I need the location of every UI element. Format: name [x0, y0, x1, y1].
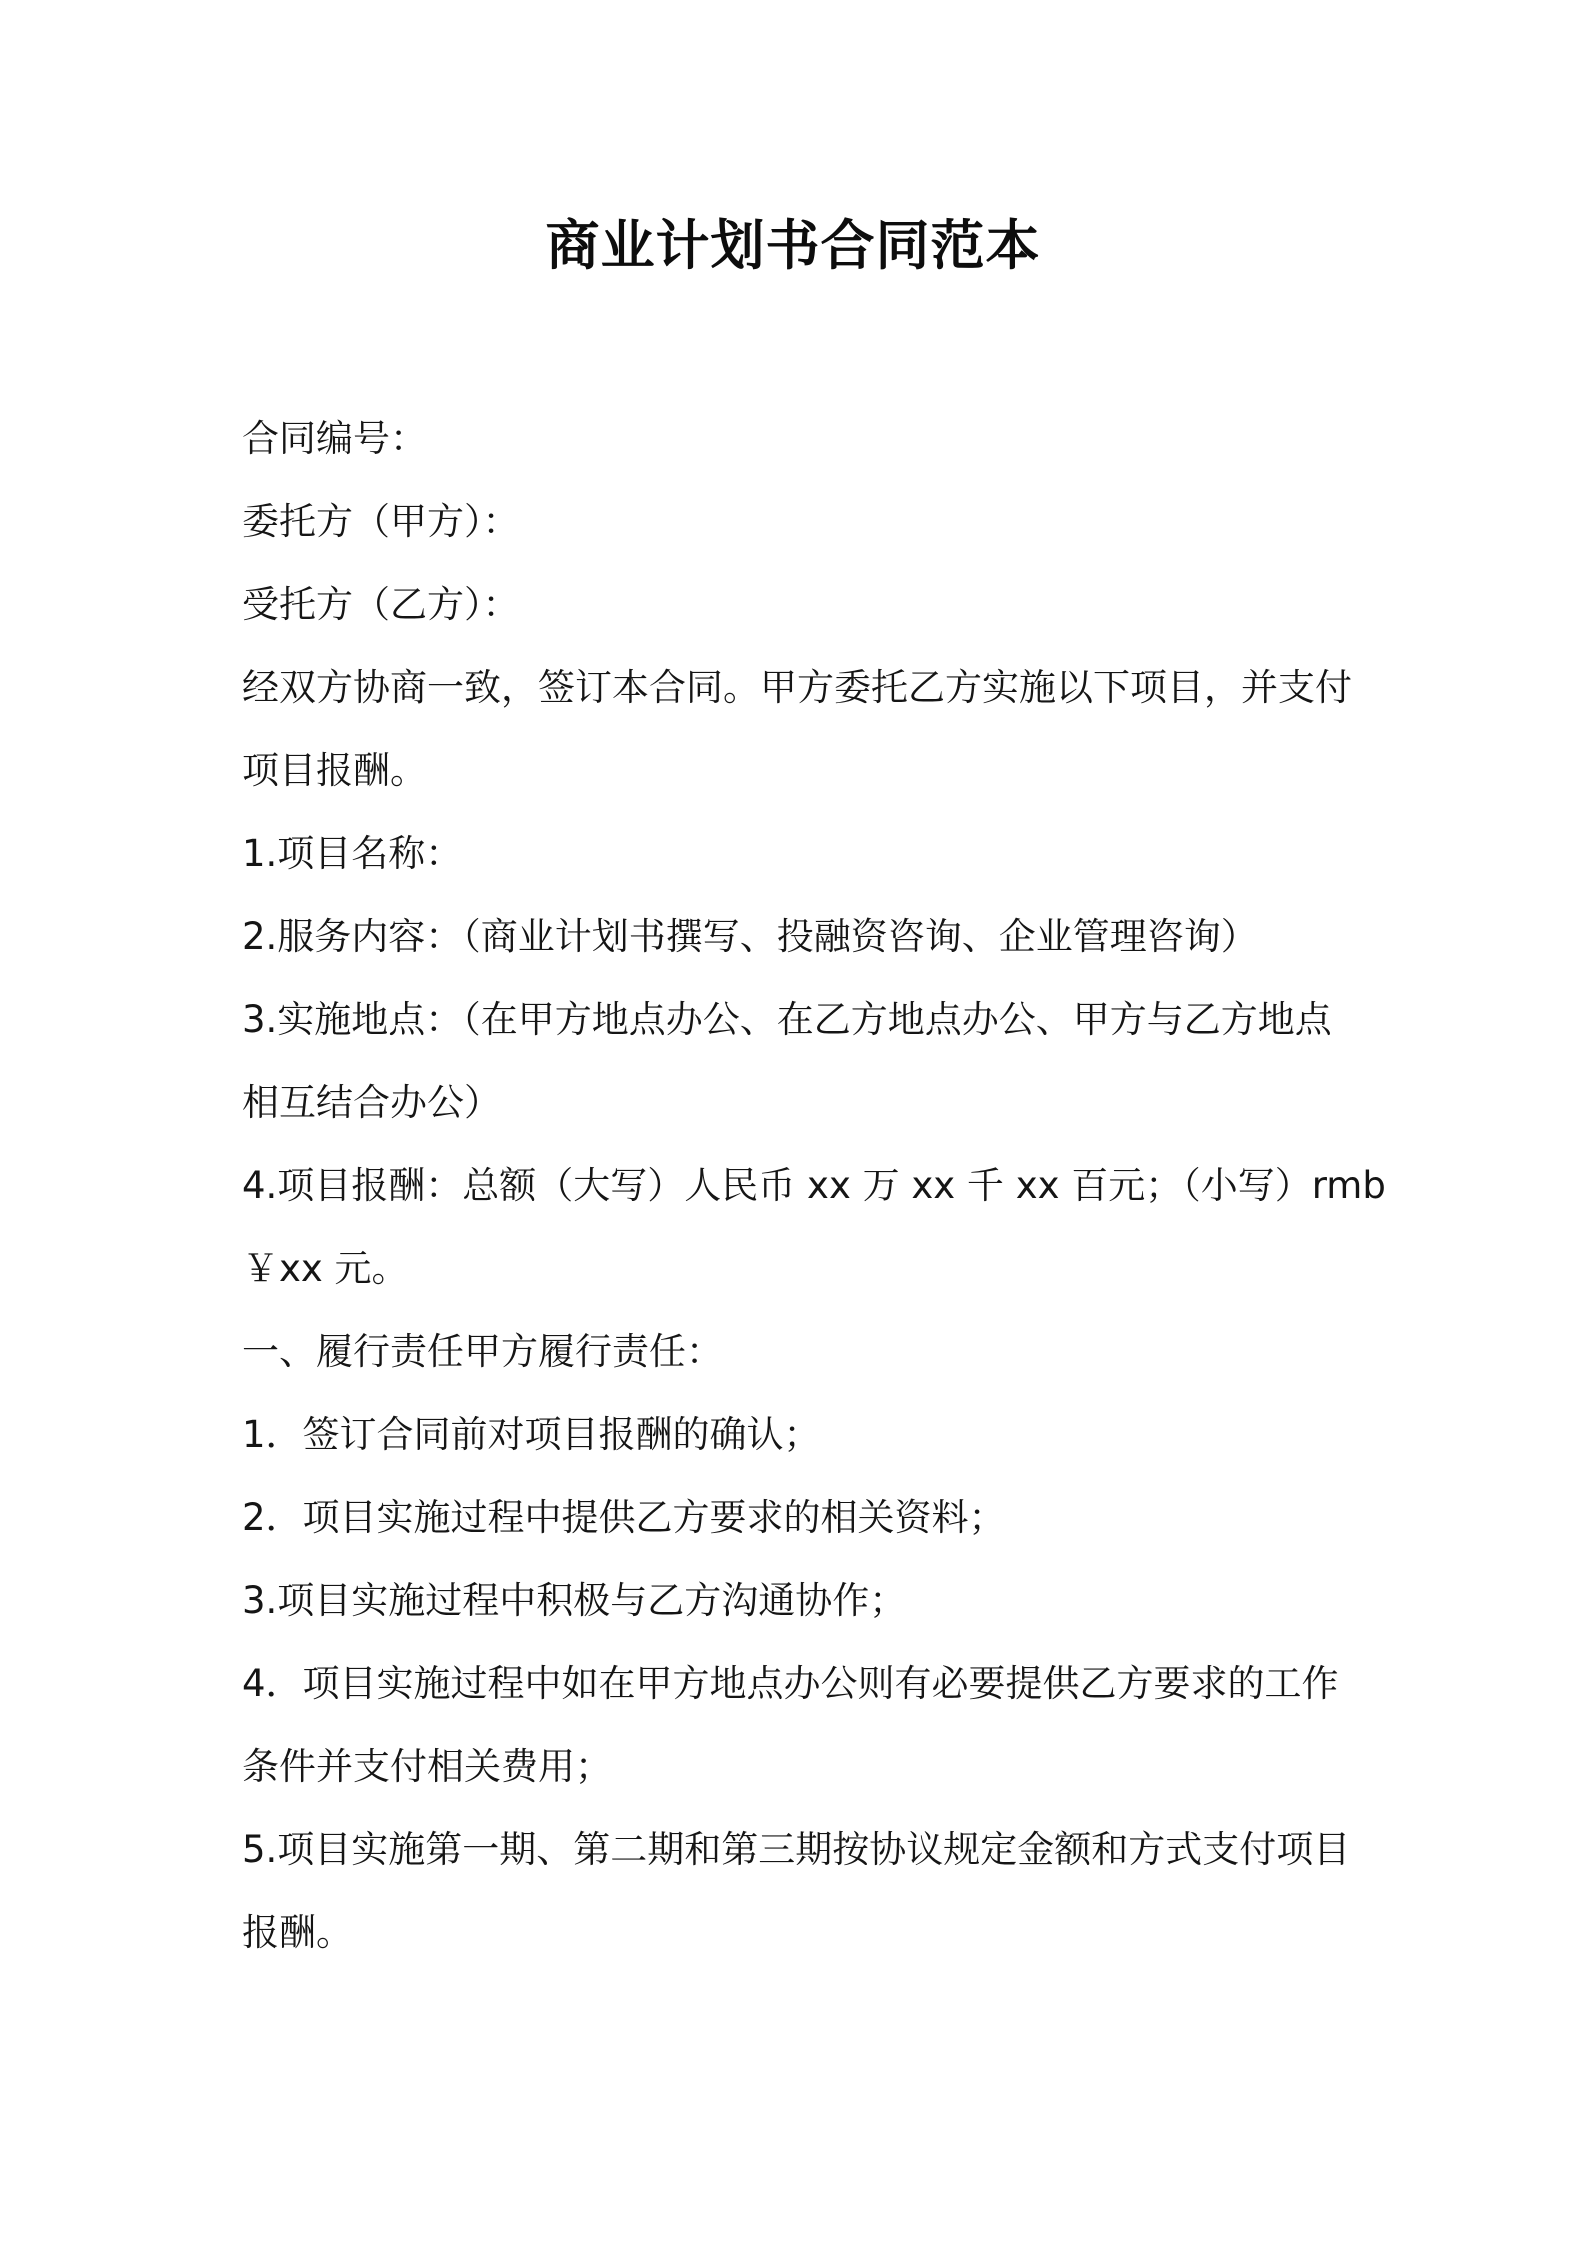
responsibility-item-4-cont: 条件并支付相关费用；	[242, 1745, 612, 1788]
remuneration-line: 4.项目报酬：总额（大写）人民币 xx 万 xx 千 xx 百元；（小写）rmb	[242, 1164, 1386, 1207]
document-body	[242, 397, 1386, 1974]
project-name-line: 1.项目名称：	[242, 832, 463, 875]
party-a-line: 委托方（甲方）：	[242, 500, 520, 543]
contract-number-line: 合同编号：	[242, 417, 427, 460]
responsibility-item-5-cont: 报酬。	[242, 1911, 353, 1954]
responsibility-item-1: 1．签订合同前对项目报酬的确认；	[242, 1413, 821, 1456]
agreement-intro-line: 经双方协商一致，签订本合同。甲方委托乙方实施以下项目，并支付	[242, 666, 1352, 709]
location-line: 3.实施地点：（在甲方地点办公、在乙方地点办公、甲方与乙方地点	[242, 998, 1332, 1041]
document-title: 商业计划书合同范本	[545, 214, 1041, 277]
remuneration-line-cont: ￥xx 元。	[242, 1247, 409, 1290]
section-heading-responsibilities: 一、履行责任甲方履行责任：	[242, 1330, 723, 1373]
responsibility-item-3: 3.项目实施过程中积极与乙方沟通协作；	[242, 1579, 907, 1622]
service-content-line: 2.服务内容：（商业计划书撰写、投融资咨询、企业管理咨询）	[242, 915, 1258, 958]
location-line-cont: 相互结合办公）	[242, 1081, 501, 1124]
responsibility-item-2: 2．项目实施过程中提供乙方要求的相关资料；	[242, 1496, 1006, 1539]
agreement-intro-line-cont: 项目报酬。	[242, 749, 427, 792]
responsibility-item-4: 4．项目实施过程中如在甲方地点办公则有必要提供乙方要求的工作	[242, 1662, 1339, 1705]
responsibility-item-5: 5.项目实施第一期、第二期和第三期按协议规定金额和方式支付项目	[242, 1828, 1351, 1871]
party-b-line: 受托方（乙方）：	[242, 583, 520, 626]
